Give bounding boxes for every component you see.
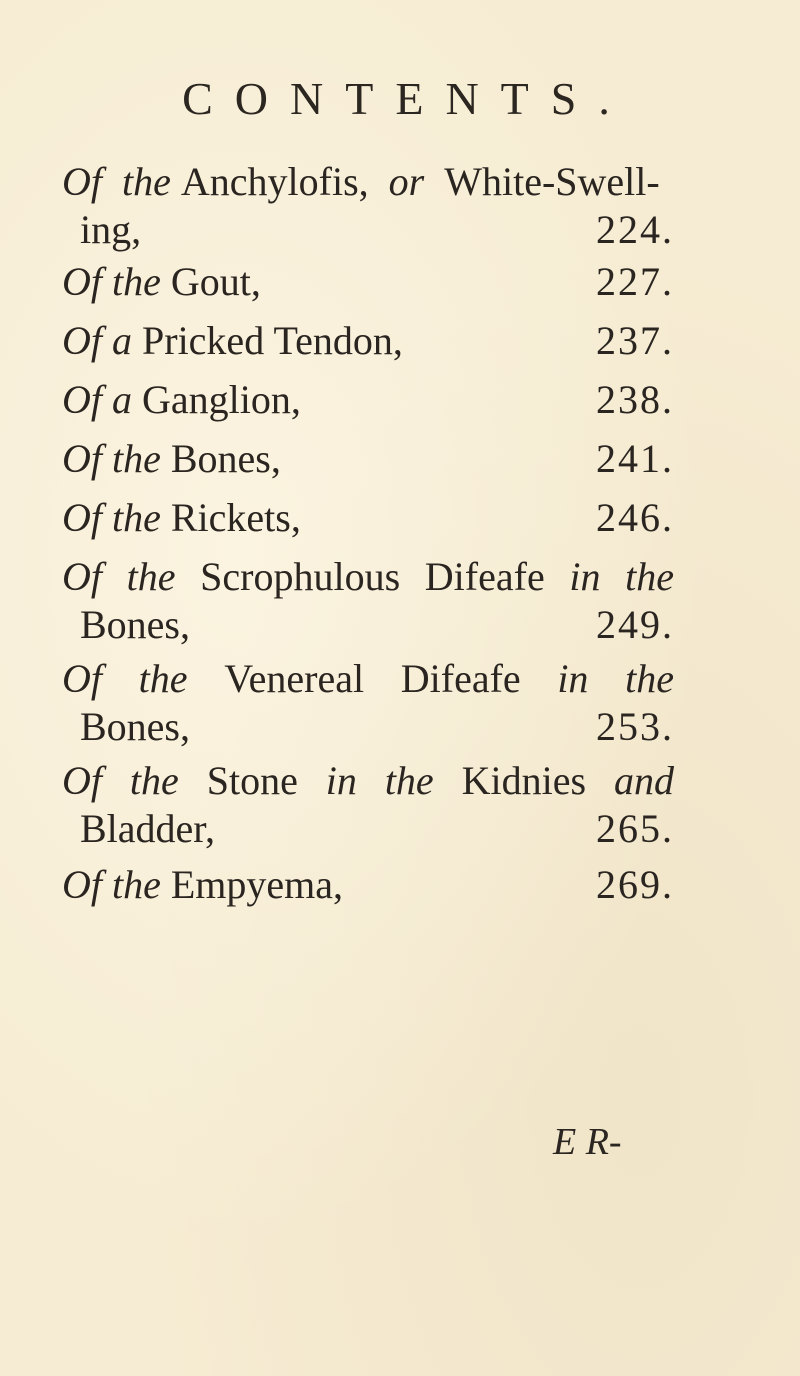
entry-line-2 bbox=[62, 601, 674, 649]
entry-page-number: 227. bbox=[596, 259, 674, 304]
entry-line bbox=[62, 258, 674, 306]
entry-line bbox=[62, 494, 674, 542]
entry-page-number: 246. bbox=[596, 495, 674, 540]
entry-title: Stone bbox=[206, 758, 298, 803]
contents-entry-stone bbox=[62, 757, 674, 853]
contents-entry-venereal-difeafe bbox=[62, 655, 674, 751]
entry-conjunction: and bbox=[613, 758, 674, 803]
entry-title: Rickets, bbox=[170, 495, 301, 540]
contents-entry-scrophulous-difeafe bbox=[62, 553, 674, 649]
entry-line bbox=[62, 435, 674, 483]
entry-article-2: the bbox=[384, 758, 434, 803]
entry-title: Gout, bbox=[170, 259, 261, 304]
entry-title-continued: Difeafe bbox=[400, 656, 521, 701]
entry-prefix: Of a bbox=[62, 318, 132, 363]
catchword: E R- bbox=[553, 1121, 622, 1163]
entry-prefix: Of bbox=[62, 758, 102, 803]
entry-title-end: Bones, bbox=[80, 704, 190, 749]
entry-article: the bbox=[138, 656, 188, 701]
entry-prefix: Of the bbox=[62, 495, 161, 540]
entry-line-2 bbox=[62, 206, 674, 254]
contents-entry-rickets bbox=[62, 494, 674, 542]
entry-preposition: in bbox=[557, 656, 589, 701]
entry-title: Bones, bbox=[170, 436, 281, 481]
entry-title-continued: Difeafe bbox=[424, 554, 545, 599]
entry-title-end: ing, bbox=[80, 207, 142, 252]
entry-page-number: 249. bbox=[596, 602, 674, 647]
contents-entry-bones bbox=[62, 435, 674, 483]
entry-line-1 bbox=[62, 757, 674, 805]
entry-prefix: Of the bbox=[62, 862, 161, 907]
entry-prefix: Of bbox=[62, 159, 102, 204]
entry-preposition: in bbox=[325, 758, 357, 803]
entry-line-1 bbox=[62, 553, 674, 601]
entry-page-number: 269. bbox=[596, 862, 674, 907]
entry-page-number: 241. bbox=[596, 436, 674, 481]
entry-page-number: 253. bbox=[596, 704, 674, 749]
entry-conjunction: or bbox=[388, 159, 425, 204]
entry-title-end: Bones, bbox=[80, 602, 190, 647]
entry-prefix: Of the bbox=[62, 259, 161, 304]
entry-article: the bbox=[126, 554, 176, 599]
entry-title: Anchylofis, bbox=[180, 159, 369, 204]
entry-page-number: 237. bbox=[596, 318, 674, 363]
contents-entry-gout bbox=[62, 258, 674, 306]
entry-title: Venereal bbox=[224, 656, 365, 701]
entry-title-end: Bladder, bbox=[80, 806, 216, 851]
contents-entry-pricked-tendon bbox=[62, 317, 674, 365]
entry-line-1 bbox=[62, 158, 674, 206]
entry-title: Ganglion, bbox=[142, 377, 301, 422]
entry-prefix: Of a bbox=[62, 377, 132, 422]
entry-title: Scrophulous bbox=[200, 554, 401, 599]
entry-title: Pricked Tendon, bbox=[142, 318, 403, 363]
entry-article-2: the bbox=[625, 656, 674, 701]
entry-page-number: 238. bbox=[596, 377, 674, 422]
contents-entry-ganglion bbox=[62, 376, 674, 424]
entry-title-continued: White-Swell- bbox=[444, 159, 660, 204]
entry-article: the bbox=[122, 159, 171, 204]
entry-line bbox=[62, 861, 674, 909]
contents-entry-anchylofis bbox=[62, 158, 674, 254]
entry-line-2 bbox=[62, 703, 674, 751]
contents-entry-empyema bbox=[62, 861, 674, 909]
entry-title-continued: Kidnies bbox=[461, 758, 587, 803]
entry-line-1 bbox=[62, 655, 674, 703]
entry-prefix: Of bbox=[62, 554, 102, 599]
page-title: CONTENTS. bbox=[182, 73, 632, 124]
entry-prefix: Of bbox=[62, 656, 102, 701]
entry-line bbox=[62, 376, 674, 424]
entry-article-2: the bbox=[625, 554, 674, 599]
entry-page-number: 265. bbox=[596, 806, 674, 851]
entry-article: the bbox=[129, 758, 179, 803]
entry-line bbox=[62, 317, 674, 365]
entry-preposition: in bbox=[569, 554, 601, 599]
entry-prefix: Of the bbox=[62, 436, 161, 481]
entry-page-number: 224. bbox=[596, 207, 674, 252]
entry-title: Empyema, bbox=[170, 862, 344, 907]
entry-line-2 bbox=[62, 805, 674, 853]
